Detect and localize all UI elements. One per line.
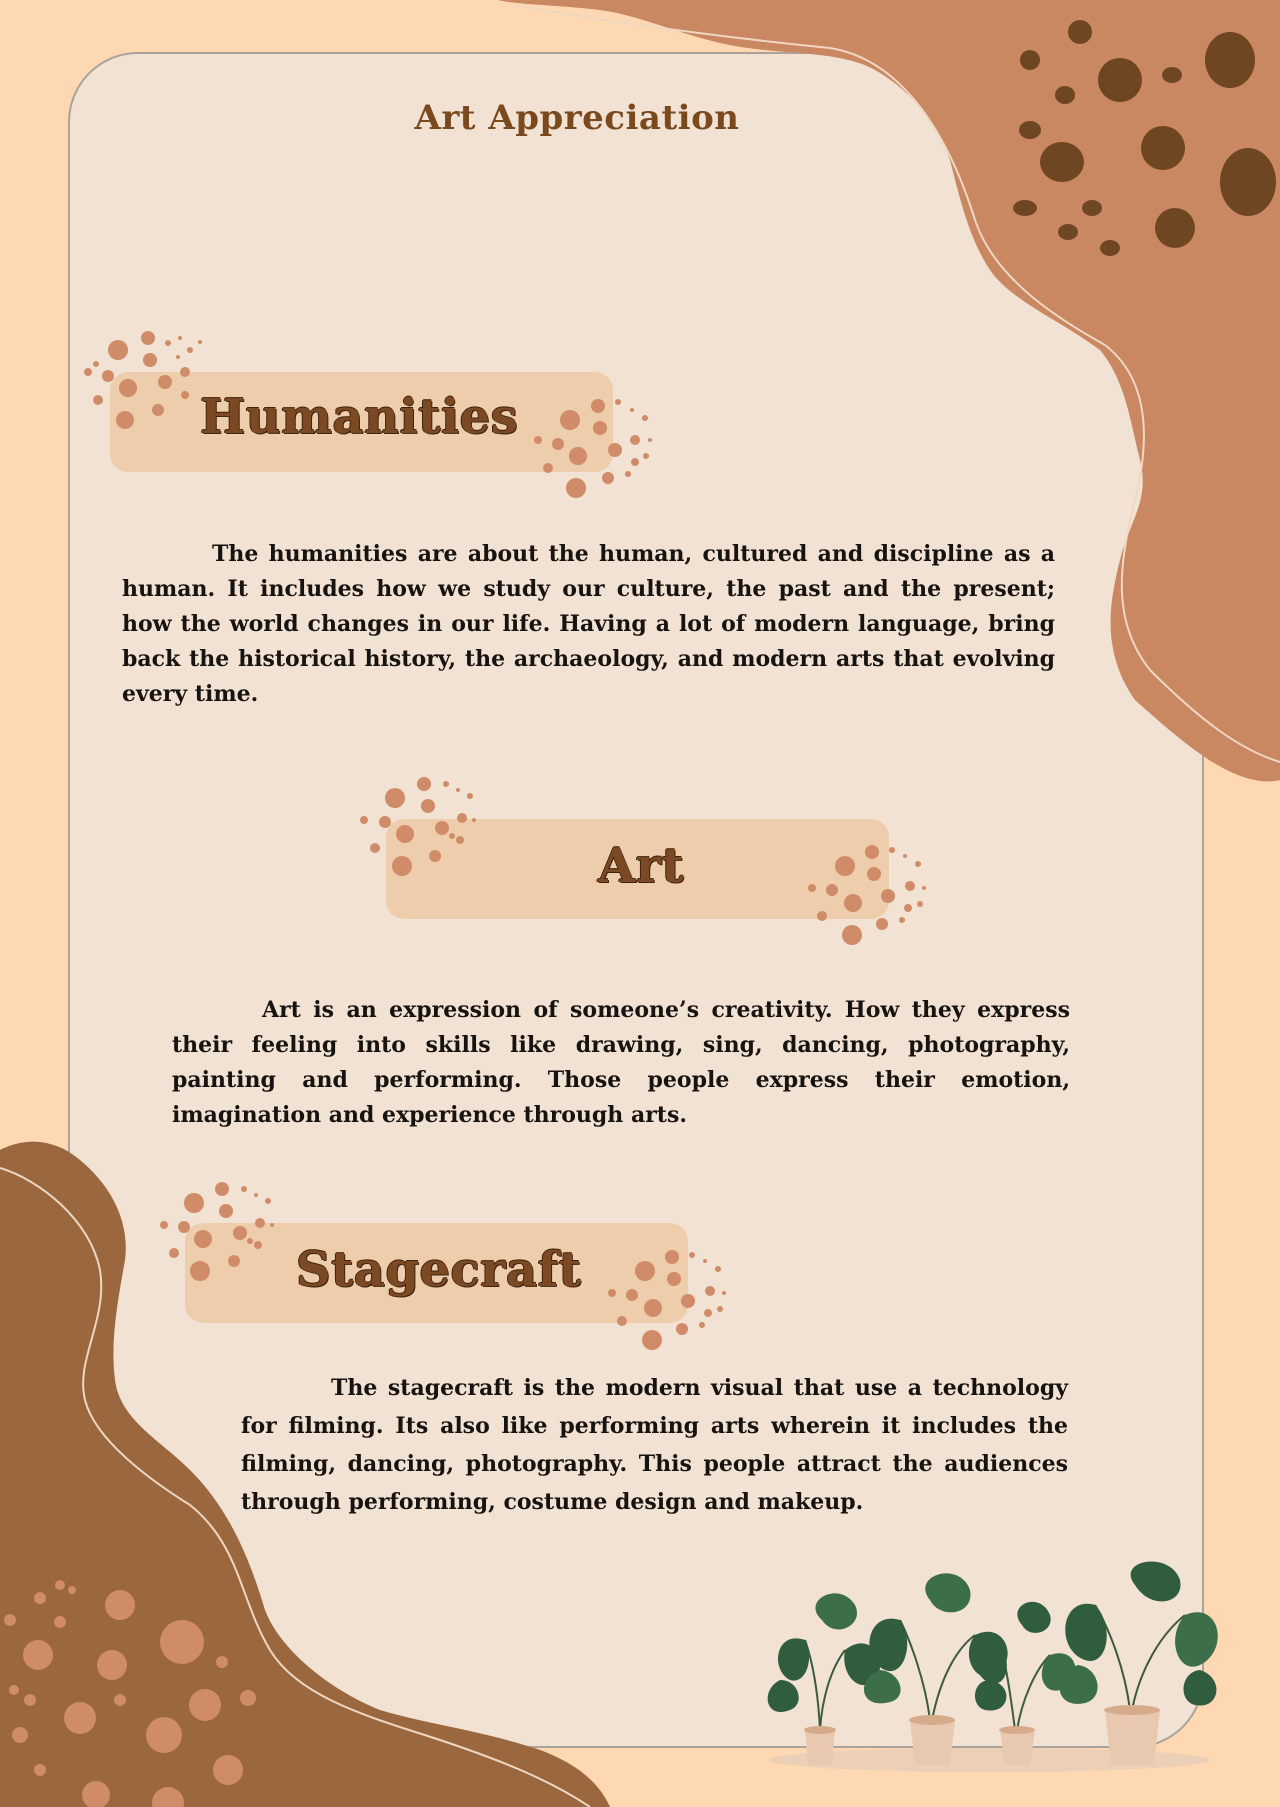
- humanities-heading: Humanities: [200, 389, 519, 445]
- potted-plants-illustration: [760, 1560, 1220, 1807]
- stagecraft-heading: Stagecraft: [296, 1242, 582, 1298]
- stagecraft-paragraph: The stagecraft is the modern visual that use a technology for filming. Its also like performing arts wherein it includes the filming, dancing, photography. This people attract the audiences through performing, costume design and makeup.: [241, 1375, 1068, 1515]
- art-paragraph: Art is an expression of someone’s creativity. How they express their feeling into skills like drawing, sing, dancing, photography, painting and performing. Those people express their emotion, imagination and experience through arts.: [172, 997, 1070, 1128]
- humanities-paragraph: The humanities are about the human, cultured and discipline as a human. It includes how we study our culture, the past and the present; how the world changes in our life. Having a lot of modern language, bring back the historical history, the archaeology, and modern arts that evolving every time.: [122, 541, 1055, 707]
- page-title: Art Appreciation: [414, 98, 740, 138]
- art-heading: Art: [598, 838, 685, 894]
- plant-4: [1060, 1561, 1218, 1765]
- plant-1: [768, 1593, 881, 1765]
